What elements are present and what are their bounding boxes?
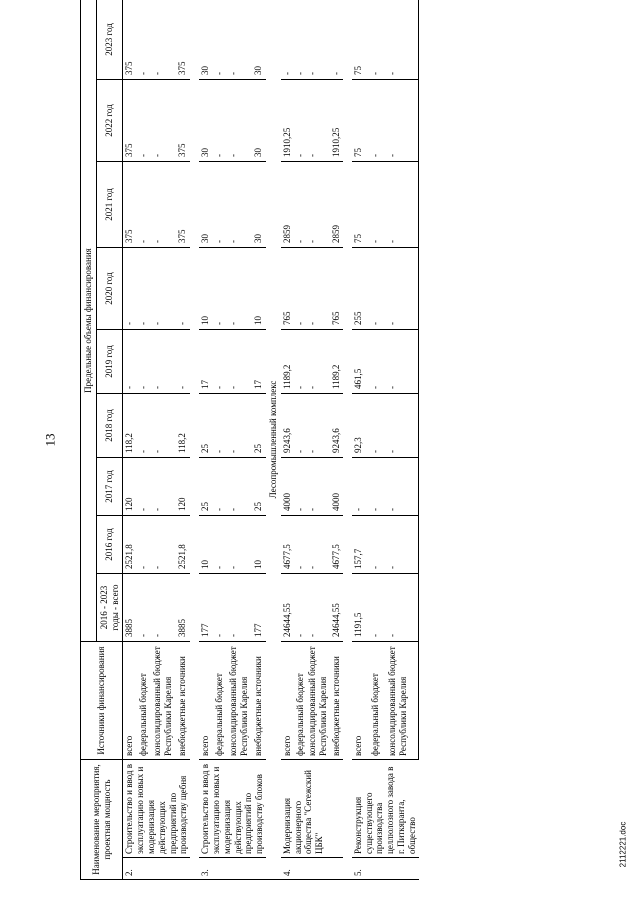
page-number: 13 bbox=[42, 433, 58, 447]
funding-value: - bbox=[294, 248, 307, 330]
funding-value: - bbox=[386, 248, 418, 330]
table-row bbox=[306, 0, 330, 880]
funding-value: 3885 bbox=[123, 574, 137, 642]
funding-value: 120 bbox=[123, 458, 137, 516]
header-year: 2016 год bbox=[96, 516, 123, 574]
funding-value: 255 bbox=[352, 248, 369, 330]
funding-value: 1189,2 bbox=[281, 330, 294, 394]
funding-value: - bbox=[151, 0, 176, 80]
funding-value: 75 bbox=[352, 162, 369, 248]
funding-source: всего bbox=[199, 642, 213, 760]
funding-value: - bbox=[306, 458, 330, 516]
header-year: 2017 год bbox=[96, 458, 123, 516]
funding-value: - bbox=[176, 330, 190, 394]
section-row bbox=[266, 0, 281, 880]
table-row bbox=[369, 0, 386, 880]
funding-value: 25 bbox=[252, 458, 266, 516]
funding-value: - bbox=[306, 394, 330, 458]
funding-source: внебюджетные источники bbox=[330, 642, 343, 760]
funding-value: 9243,6 bbox=[330, 394, 343, 458]
funding-value: - bbox=[306, 0, 330, 80]
funding-value: - bbox=[137, 248, 151, 330]
funding-value: 375 bbox=[176, 80, 190, 162]
funding-value: 2859 bbox=[281, 162, 294, 248]
project-number: 5. bbox=[352, 858, 419, 880]
funding-value: - bbox=[151, 458, 176, 516]
funding-value: - bbox=[306, 248, 330, 330]
funding-value: 24644,55 bbox=[330, 574, 343, 642]
funding-value: 375 bbox=[123, 162, 137, 248]
table-row bbox=[386, 0, 418, 880]
funding-value: - bbox=[213, 574, 227, 642]
project-name: Строительство и ввод в эксплуатацию новых и модернизация действующих предприятий по производству щебня bbox=[123, 760, 190, 858]
funding-value: 177 bbox=[199, 574, 213, 642]
funding-value: - bbox=[294, 394, 307, 458]
funding-value: - bbox=[386, 0, 418, 80]
funding-value: - bbox=[151, 80, 176, 162]
funding-value: 2521,8 bbox=[123, 516, 137, 574]
funding-source: консолидированный бюджет Республики Карелия bbox=[386, 642, 418, 760]
header-year: 2019 год bbox=[96, 330, 123, 394]
funding-value: - bbox=[386, 574, 418, 642]
funding-value: 1189,2 bbox=[330, 330, 343, 394]
funding-value: - bbox=[213, 394, 227, 458]
project-number: 3. bbox=[199, 858, 266, 880]
funding-value: 2859 bbox=[330, 162, 343, 248]
project-name: Модернизация акционерного общества "Сегежский ЦБК" bbox=[281, 760, 343, 858]
rotated-page bbox=[80, 0, 610, 880]
table-row bbox=[281, 0, 294, 880]
funding-value: - bbox=[294, 80, 307, 162]
funding-value: - bbox=[294, 516, 307, 574]
funding-value: - bbox=[386, 394, 418, 458]
funding-value: 118,2 bbox=[176, 394, 190, 458]
funding-value: - bbox=[386, 162, 418, 248]
project-name: Строительство и ввод в эксплуатацию новых и модернизация действующих предприятий по производству блоков bbox=[199, 760, 266, 858]
header-year: 2023 год bbox=[96, 0, 123, 80]
funding-value: 120 bbox=[176, 458, 190, 516]
funding-value: 17 bbox=[252, 330, 266, 394]
funding-value: - bbox=[369, 574, 386, 642]
funding-value: - bbox=[213, 0, 227, 80]
funding-value: 10 bbox=[252, 248, 266, 330]
funding-value: 2521,8 bbox=[176, 516, 190, 574]
funding-value: - bbox=[369, 516, 386, 574]
table-row bbox=[213, 0, 227, 880]
funding-value: - bbox=[137, 516, 151, 574]
funding-value: - bbox=[227, 574, 252, 642]
funding-value: - bbox=[306, 516, 330, 574]
funding-value: - bbox=[151, 574, 176, 642]
funding-value: - bbox=[352, 458, 369, 516]
funding-value: - bbox=[151, 330, 176, 394]
funding-value: 30 bbox=[199, 80, 213, 162]
funding-value: - bbox=[151, 394, 176, 458]
funding-value: 10 bbox=[199, 516, 213, 574]
funding-value: - bbox=[227, 516, 252, 574]
funding-value: - bbox=[227, 162, 252, 248]
funding-value: - bbox=[227, 0, 252, 80]
funding-source: всего bbox=[123, 642, 137, 760]
funding-value: - bbox=[294, 162, 307, 248]
financing-table bbox=[80, 0, 419, 880]
funding-value: - bbox=[306, 162, 330, 248]
funding-value: - bbox=[369, 0, 386, 80]
funding-value: - bbox=[306, 80, 330, 162]
funding-value: - bbox=[306, 574, 330, 642]
funding-value: 461,5 bbox=[352, 330, 369, 394]
funding-value: 375 bbox=[123, 80, 137, 162]
funding-value: - bbox=[306, 330, 330, 394]
funding-value: - bbox=[294, 574, 307, 642]
funding-value: - bbox=[137, 394, 151, 458]
table-row bbox=[123, 0, 137, 880]
funding-value: - bbox=[369, 458, 386, 516]
header-year: 2020 год bbox=[96, 248, 123, 330]
table-row bbox=[352, 0, 369, 880]
funding-value: - bbox=[369, 248, 386, 330]
funding-value: 375 bbox=[176, 0, 190, 80]
funding-value: - bbox=[137, 574, 151, 642]
funding-value: - bbox=[151, 516, 176, 574]
project-name: Реконструкция существующего производства целлюлозного завода в г. Питкяранта, общество bbox=[352, 760, 419, 858]
funding-value: 25 bbox=[199, 458, 213, 516]
funding-source: внебюджетные источники bbox=[252, 642, 266, 760]
funding-source: федеральный бюджет bbox=[137, 642, 151, 760]
funding-value: 4677,5 bbox=[281, 516, 294, 574]
funding-value: - bbox=[369, 330, 386, 394]
funding-value: - bbox=[213, 248, 227, 330]
funding-value: - bbox=[213, 458, 227, 516]
funding-value: - bbox=[330, 0, 343, 80]
spacer-cell bbox=[343, 0, 352, 880]
funding-value: - bbox=[151, 248, 176, 330]
funding-value: 24644,55 bbox=[281, 574, 294, 642]
funding-value: 4000 bbox=[281, 458, 294, 516]
funding-value: - bbox=[227, 80, 252, 162]
funding-value: 3885 bbox=[176, 574, 190, 642]
funding-value: - bbox=[386, 80, 418, 162]
header-source: Источники финансирования bbox=[81, 642, 123, 760]
funding-value: 10 bbox=[199, 248, 213, 330]
header-name: Наименование мероприятия, проектная мощность bbox=[81, 760, 123, 880]
spacer-row bbox=[343, 0, 352, 880]
funding-value: 9243,6 bbox=[281, 394, 294, 458]
funding-value: - bbox=[369, 162, 386, 248]
header-volumes: Предельные объемы финансирования bbox=[81, 0, 97, 642]
header-year: 2018 год bbox=[96, 394, 123, 458]
spacer-cell bbox=[190, 0, 199, 880]
funding-value: - bbox=[213, 80, 227, 162]
funding-value: - bbox=[227, 248, 252, 330]
funding-value: - bbox=[213, 162, 227, 248]
funding-value: 75 bbox=[352, 0, 369, 80]
funding-source: консолидированный бюджет Республики Карелия bbox=[151, 642, 176, 760]
funding-source: консолидированный бюджет Республики Карелия bbox=[306, 642, 330, 760]
funding-value: - bbox=[137, 162, 151, 248]
funding-value: - bbox=[227, 394, 252, 458]
funding-value: 1191,5 bbox=[352, 574, 369, 642]
funding-value: - bbox=[386, 330, 418, 394]
funding-value: 177 bbox=[252, 574, 266, 642]
funding-value: - bbox=[369, 80, 386, 162]
funding-source: федеральный бюджет bbox=[213, 642, 227, 760]
funding-source: всего bbox=[281, 642, 294, 760]
funding-value: 4000 bbox=[330, 458, 343, 516]
funding-value: 1910,25 bbox=[330, 80, 343, 162]
funding-value: - bbox=[123, 248, 137, 330]
funding-value: - bbox=[294, 458, 307, 516]
table-row bbox=[151, 0, 176, 880]
funding-value: 30 bbox=[252, 80, 266, 162]
funding-value: 30 bbox=[252, 162, 266, 248]
funding-value: - bbox=[294, 330, 307, 394]
section-title: Лесопромышленный комплекс bbox=[266, 0, 281, 880]
funding-value: 765 bbox=[281, 248, 294, 330]
header-year: 2022 год bbox=[96, 80, 123, 162]
project-number: 4. bbox=[281, 858, 343, 880]
funding-value: 92,3 bbox=[352, 394, 369, 458]
project-number: 2. bbox=[123, 858, 190, 880]
funding-value: - bbox=[137, 0, 151, 80]
funding-value: 118,2 bbox=[123, 394, 137, 458]
funding-value: 1910,25 bbox=[281, 80, 294, 162]
table-row bbox=[176, 0, 190, 880]
document-code: 2112221.doc bbox=[618, 821, 628, 868]
funding-value: - bbox=[369, 394, 386, 458]
funding-value: - bbox=[281, 0, 294, 80]
funding-source: консолидированный бюджет Республики Карелия bbox=[227, 642, 252, 760]
funding-value: 75 bbox=[352, 80, 369, 162]
table-row bbox=[227, 0, 252, 880]
funding-value: 157,7 bbox=[352, 516, 369, 574]
table-row bbox=[137, 0, 151, 880]
funding-source: внебюджетные источники bbox=[176, 642, 190, 760]
funding-source: всего bbox=[352, 642, 369, 760]
funding-value: 30 bbox=[199, 0, 213, 80]
funding-value: - bbox=[227, 330, 252, 394]
funding-value: - bbox=[137, 330, 151, 394]
funding-value: 375 bbox=[123, 0, 137, 80]
funding-value: - bbox=[386, 516, 418, 574]
table-row bbox=[199, 0, 213, 880]
funding-source: федеральный бюджет bbox=[369, 642, 386, 760]
table-row bbox=[252, 0, 266, 880]
funding-value: 25 bbox=[252, 394, 266, 458]
funding-value: - bbox=[213, 330, 227, 394]
funding-value: 10 bbox=[252, 516, 266, 574]
funding-value: 25 bbox=[199, 394, 213, 458]
funding-source: федеральный бюджет bbox=[294, 642, 307, 760]
funding-value: 17 bbox=[199, 330, 213, 394]
funding-value: - bbox=[176, 248, 190, 330]
funding-value: 375 bbox=[176, 162, 190, 248]
funding-value: - bbox=[123, 330, 137, 394]
funding-value: - bbox=[227, 458, 252, 516]
table-row bbox=[330, 0, 343, 880]
funding-value: - bbox=[386, 458, 418, 516]
funding-value: - bbox=[137, 80, 151, 162]
funding-value: - bbox=[151, 162, 176, 248]
header-total: 2016 - 2023 годы - всего bbox=[96, 574, 123, 642]
funding-value: 765 bbox=[330, 248, 343, 330]
funding-value: 30 bbox=[252, 0, 266, 80]
funding-value: - bbox=[137, 458, 151, 516]
table-row bbox=[294, 0, 307, 880]
spacer-row bbox=[190, 0, 199, 880]
header-year: 2021 год bbox=[96, 162, 123, 248]
funding-value: - bbox=[213, 516, 227, 574]
funding-value: 30 bbox=[199, 162, 213, 248]
funding-value: 4677,5 bbox=[330, 516, 343, 574]
funding-value: - bbox=[294, 0, 307, 80]
